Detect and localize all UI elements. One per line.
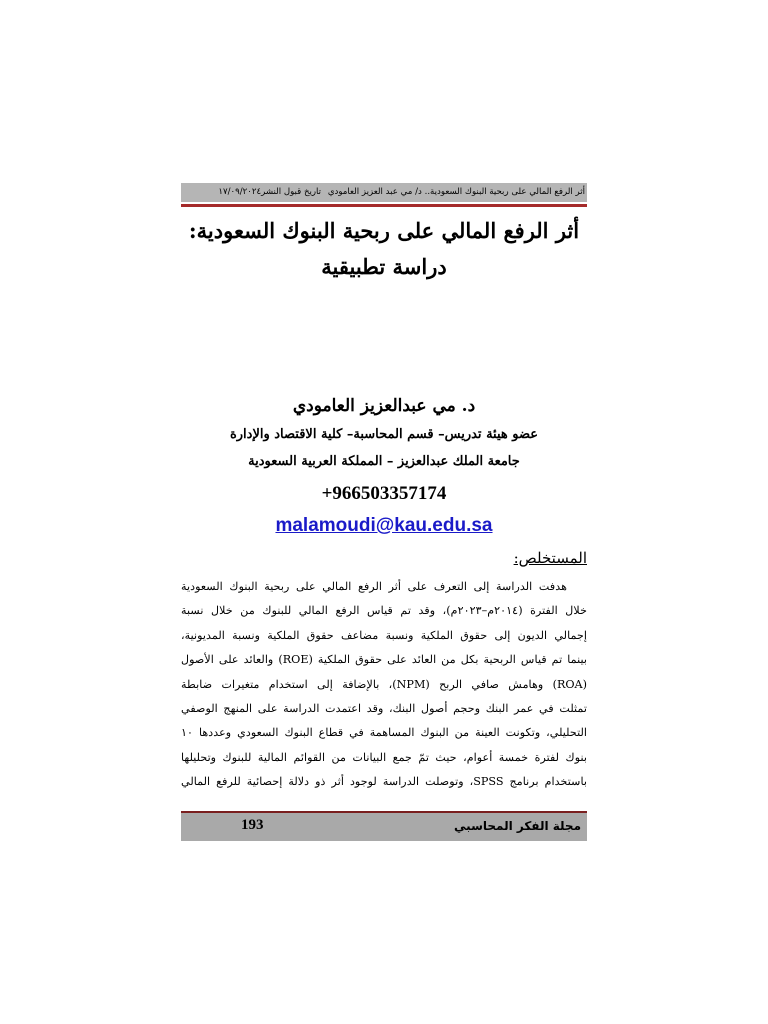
title-line-2: دراسة تطبيقية [321,254,447,279]
title-line-1: أثر الرفع المالي على ربحية البنوك السعودية: [188,218,580,243]
running-title: أثر الرفع المالي على ربحية البنوك السعودية.. د/ مي عبد العزيز العامودي [327,187,585,197]
abstract-line: هدفت الدراسة إلى التعرف على أثر الرفع المالي على ربحية البنوك السعودية [181,580,567,593]
abstract-line: خلال الفترة (٢٠١٤م–٢٠٢٣م)، وقد تم قياس الرفع المالي للبنوك من خلال نسبة [181,604,587,618]
author-position: عضو هيئة تدريس– قسم المحاسبة– كلية الاقتصاد والإدارة [229,427,539,442]
abstract-line: التحليلي، وتكونت العينة من البنوك المساهمة في قطاع البنوك السعودي وعددها ١٠ [181,726,587,740]
acceptance-date: تاريخ قبول النشر١٧/٠٩/٢٠٢٤ [218,187,322,197]
journal-name: مجلة الفكر المحاسبي [454,819,581,833]
author-name: د. مي عبدالعزيز العامودي [292,396,476,416]
paper-title [181,213,587,285]
header-rule [181,204,587,207]
author-university: جامعة الملك عبدالعزيز – المملكة العربية السعودية [248,454,520,469]
abstract-heading: المستخلص: [513,549,587,567]
abstract-line: تمثلت في عمر البنك وحجم أصول البنك، وقد اعتمدت الدراسة على المنهج الوصفي [181,702,587,716]
abstract-line: إجمالي الديون إلى حقوق الملكية ونسبة مضاعف حقوق الملكية ونسبة المديونية، [181,628,587,642]
abstract-line: بينما تم قياس الربحية بكل من العائد على حقوق الملكية (ROE) والعائد على الأصول [181,653,587,667]
author-phone: +966503357174 [321,483,447,504]
page-number: 193 [241,817,264,833]
abstract-line: بنوك لفترة خمسة أعوام، حيث تمّ جمع البيانات من القوائم المالية للبنوك وتحليلها [181,750,587,764]
page-footer [181,811,587,841]
running-header [181,183,587,202]
abstract-line: (ROA) وهامش صافي الربح (NPM)، بالإضافة إلى استخدام متغيرات ضابطة [181,677,587,691]
abstract-body [181,575,587,795]
author-email-link[interactable]: malamoudi@kau.edu.sa [275,515,493,536]
abstract-line: باستخدام برنامج SPSS، وتوصلت الدراسة لوجود أثر ذو دلالة إحصائية للرفع المالي [181,775,587,789]
